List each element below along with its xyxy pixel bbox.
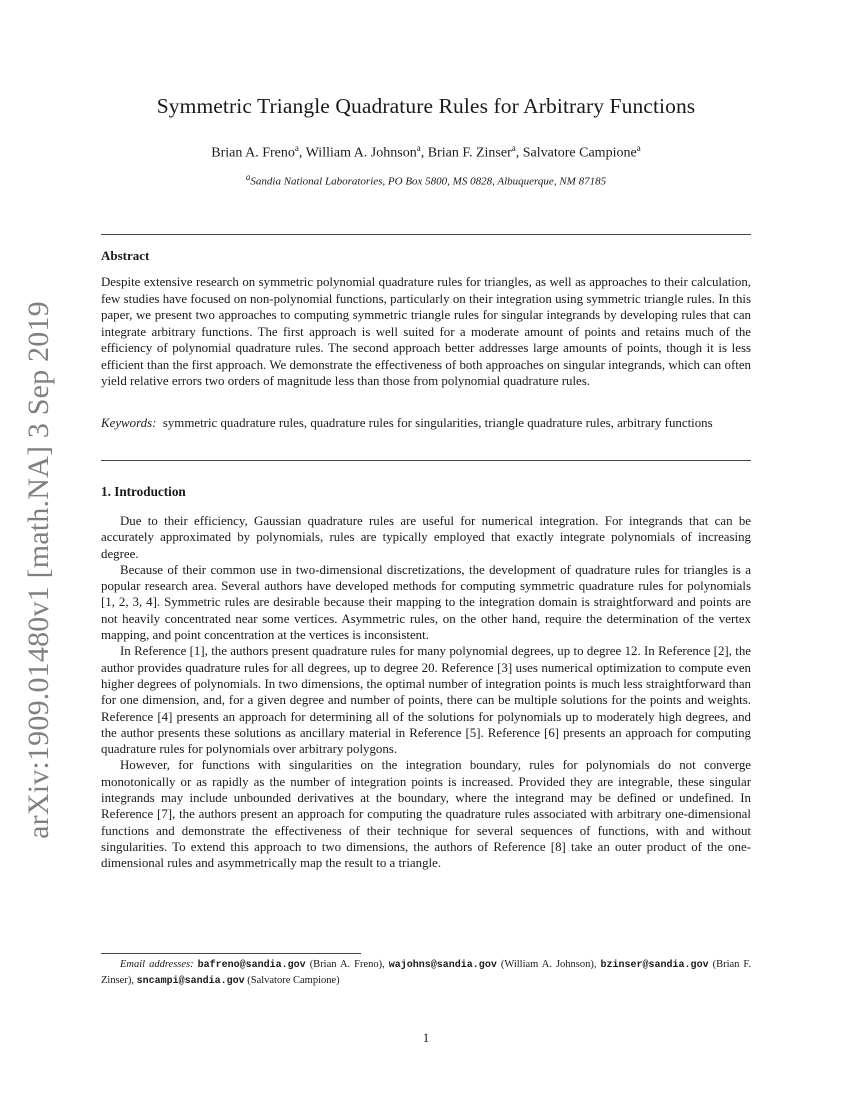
author-name: Brian F. Zinser xyxy=(427,145,512,161)
keywords xyxy=(101,415,751,432)
email-link[interactable]: wajohns@sandia.gov xyxy=(388,960,497,971)
paper-title: Symmetric Triangle Quadrature Rules for Arbitrary Functions xyxy=(156,94,696,118)
abstract-top-rule xyxy=(101,234,751,235)
section-body xyxy=(101,513,751,872)
paragraph: However, for functions with singularities on the integration boundary, rules for polynomials do not converge monotonically or as rapidly as the number of integration points is increased. Provided they are integrable, these singular integrands may include unbounded derivatives at the boundary, where the integrand may be defined or undefined. In Reference [7], the authors present an approach for computing the quadrature rules associated with arbitrary one-dimensional functions and demonstrate the effectiveness of their technique for several sequences of functions, with and without singularities. To extend this approach to two dimensions, the authors of Reference [8] take an outer product of the one-dimensional rules and asymmetrically map the result to a triangle. xyxy=(101,758,751,871)
email-link[interactable]: sncampi@sandia.gov xyxy=(136,975,245,987)
footnote-label: Email addresses: xyxy=(120,959,194,970)
footnote xyxy=(101,958,751,989)
email-owner: (Brian F. Zinser), xyxy=(101,959,752,986)
section-heading: 1. Introduction xyxy=(101,484,186,499)
abstract-text: Despite extensive research on symmetric polynomial quadrature rules for triangles, as well as approaches to their calculation, few studies have focused on non-polynomial functions, particularly on their integration using symmetric triangle rules. In this paper, we present two approaches to computing symmetric triangle rules for singular integrands by developing rules that can integrate arbitrary functions. The first approach is well suited for a moderate amount of points and retains much of the efficiency of polynomial quadrature rules. The second approach better addresses large amounts of points, though it is less efficient than the first approach. We demonstrate the effectiveness of both approaches on singular integrands, which can often yield relative errors two orders of magnitude less than those from polynomial quadrature rules. xyxy=(101,275,751,388)
paragraph: Because of their common use in two-dimensional discretizations, the development of quadrature rules for triangles is a popular research area. Several authors have developed methods for computing symmetric quadrature rules for polynomials [1, 2, 3, 4]. Symmetric rules are desirable because their mapping to the integration domain is straightforward and points are not heavily concentrated near some vertices. Asymmetric rules, on the other hand, require the determination of the vertex mapping, and point concentration at the vertices is inconsistent. xyxy=(101,562,751,643)
author-name: Salvatore Campione xyxy=(522,145,637,161)
author-affil-mark: a xyxy=(294,143,299,153)
email-owner: (Salvatore Campione) xyxy=(247,974,340,986)
footnote-rule xyxy=(101,953,361,954)
author-affil-mark: a xyxy=(416,143,421,153)
email-link[interactable]: bafreno@sandia.gov xyxy=(197,960,306,971)
paragraph: In Reference [1], the authors present quadrature rules for many polynomial degrees, up to degree 12. In Reference [2], the author provides quadrature rules for all degrees, up to degree 20. Reference [3] uses numerical optimization to compute even higher degrees of polynomials. In two dimensions, the optimal number of integration points is much less straightforward than for one dimension, and, for a given degree and number of points, there can be multiple solutions for the points and weights. Reference [4] presents an approach for determining all of the solutions for polynomials up to moderately high degrees, and the author presents these solutions as ancillary material in Reference [5]. Reference [6] presents an approach for computing quadrature rules for polynomials over arbitrary polygons. xyxy=(101,644,751,757)
author-affil-mark: a xyxy=(636,143,641,153)
email-owner: (William A. Johnson), xyxy=(500,959,597,970)
paragraph: Due to their efficiency, Gaussian quadrature rules are useful for numerical integration. For integrands that can be accurately approximated by polynomials, rules are typically employed that exactly integrate polynomials of increasing degree. xyxy=(101,514,751,561)
keywords-label: Keywords: xyxy=(101,416,157,430)
author-name: William A. Johnson xyxy=(305,145,417,161)
affiliation-mark: a xyxy=(245,172,251,182)
arxiv-stamp xyxy=(22,290,56,850)
page-number: 1 xyxy=(422,1030,430,1045)
affiliation xyxy=(101,172,751,188)
abstract-heading: Abstract xyxy=(101,248,150,263)
email-link[interactable]: bzinser@sandia.gov xyxy=(600,960,709,971)
keywords-text: symmetric quadrature rules, quadrature rules for singularities, triangle quadrature rules, arbitrary functions xyxy=(162,416,713,430)
author-name: Brian A. Freno xyxy=(211,145,295,161)
author-list: Brian A. Freno$^a$, William A. Johnson$^a$, Brian F. Zinser$^a$, Salvatore Campione$^a$ xyxy=(211,143,641,161)
affiliation-text: Sandia National Laboratories, PO Box 5800, MS 0828, Albuquerque, NM 87185 xyxy=(250,175,607,188)
arxiv-stamp-text: arXiv:1909.01480v1 [math.NA] 3 Sep 2019 xyxy=(22,301,55,839)
abstract-bottom-rule xyxy=(101,460,751,461)
email-owner: (Brian A. Freno), xyxy=(309,959,385,970)
author-affil-mark: a xyxy=(511,143,516,153)
